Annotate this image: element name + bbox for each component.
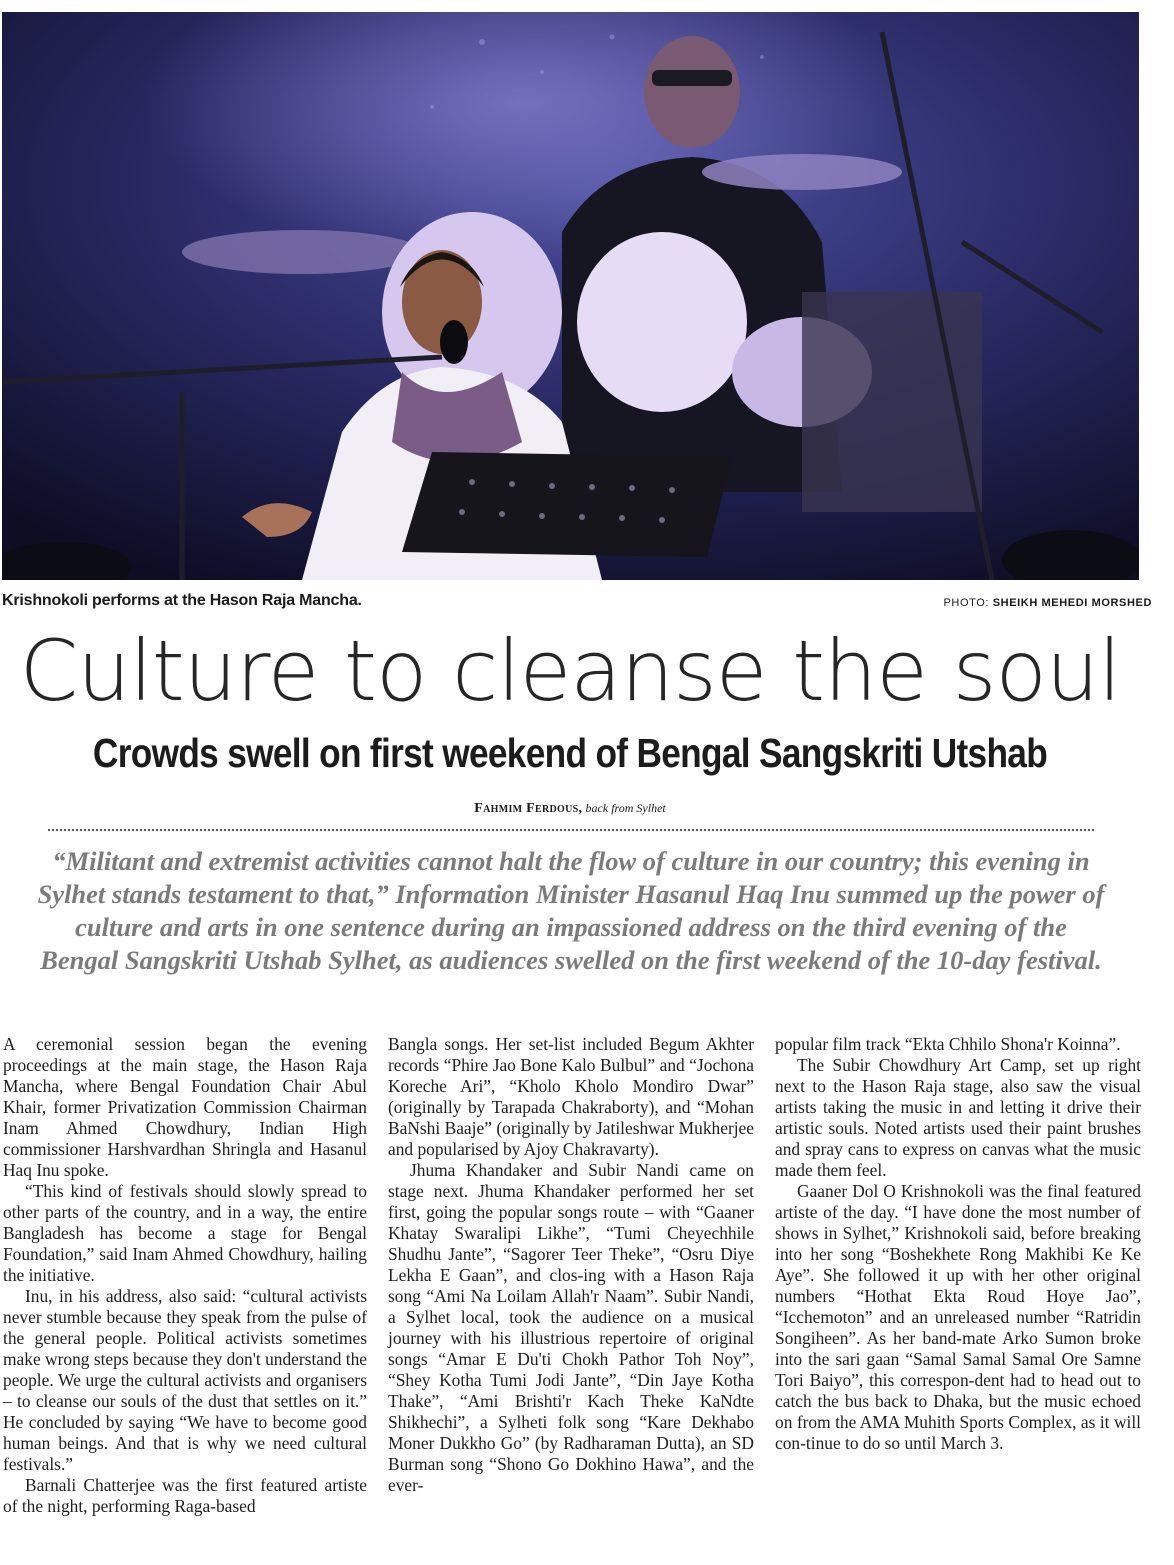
photo-credit-prefix: PHOTO: <box>943 597 990 609</box>
photo-credit <box>943 597 1152 609</box>
concert-photo <box>2 12 1139 580</box>
article-column-2 <box>388 1034 754 1496</box>
author-name: Fahmim Ferdous, <box>474 801 583 816</box>
dotted-divider <box>48 829 1094 831</box>
byline <box>0 800 1140 817</box>
article-column-1 <box>3 1034 367 1517</box>
article-column-3 <box>775 1034 1141 1454</box>
photo-caption: Krishnokoli performs at the Hason Raja Mancha. <box>2 592 362 609</box>
paragraph: Inu, in his address, also said: “cultural activists never stumble because they speak from the pulse of the general people. Political activists sometimes make wrong steps because they don't understand the people. We urge the cultural activists and organisers – to cleanse our souls of the dust that settles on it.” He concluded by saying “We have to become good human beings. And that is why we need cultural festivals.” <box>3 1286 367 1474</box>
photo-credit-name: SHEIKH MEHEDI MORSHED <box>992 597 1152 609</box>
concert-photo-image <box>2 12 1139 580</box>
paragraph: The Subir Chowdhury Art Camp, set up right next to the Hason Raja stage, also saw the visual artists taking the music in and letting it drive their artistic souls. Noted artists used their paint brushes and spray cans to express on canvas what the music made them feel. <box>775 1055 1141 1180</box>
lede-pullquote: “Militant and extremist activities cannot halt the flow of culture in our country; this evening in Sylhet stands testament to that,” Information Minister Hasanul Haq Inu summed up the power of culture and arts in one sentence during an impassioned address on the third evening of the Bengal Sangskriti Utshab Sylhet, as audiences swelled on the first weekend of the 10-day festival. <box>37 846 1105 975</box>
paragraph: popular film track “Ekta Chhilo Shona'r Koinna”. <box>775 1034 1121 1054</box>
paragraph: Jhuma Khandaker and Subir Nandi came on stage next. Jhuma Khandaker performed her set first, going the popular songs route – with “Gaaner Khatay Swaralipi Likhe”, “Tumi Cheyechhile Shudhu Jante”, “Sagorer Teer Theke”, “Osru Diye Lekha E Gaan”, and clos-ing with a Hason Raja song “Ami Na Loilam Allah'r Naam”. Subir Nandi, a Sylhet local, took the audience on a musical journey with his illustrious repertoire of original songs “Amar E Du'ti Chokh Pathor Toh Noy”, “Shey Kotha Tumi Jodi Jante”, “Din Jaye Kotha Thake”, “Ami Brishti'r Kach Theke KaNdte Shikhechi”, a Sylheti folk song “Kare Dekhabo Moner Dukkho Go” (by Radharaman Dutta), an SD Burman song “Shono Go Dokhino Hawa”, and the ever- <box>388 1160 754 1495</box>
paragraph: Barnali Chatterjee was the first featured artiste of the night, performing Raga-based <box>3 1475 367 1516</box>
headline: Culture to cleanse the soul <box>19 622 1121 720</box>
paragraph: “This kind of festivals should slowly spread to other parts of the country, and in a way, the entire Bangladesh has become a stage for Bengal Foundation,” said Inam Ahmed Chowdhury, hailing the initiative. <box>3 1181 367 1285</box>
paragraph: A ceremonial session began the evening proceedings at the main stage, the Hason Raja Mancha, where Bengal Foundation Chair Abul Khair, former Privatization Commission Chairman Inam Ahmed Chowdhury, Indian High commissioner Harshvardhan Shringla and Hasanul Haq Inu spoke. <box>3 1034 367 1180</box>
author-location: back from Sylhet <box>585 801 666 815</box>
subheadline: Crowds swell on first weekend of Bengal Sangskriti Utshab <box>92 730 1048 776</box>
paragraph: Gaaner Dol O Krishnokoli was the final featured artiste of the day. “I have done the most number of shows in Sylhet,” Krishnokoli said, before breaking into her song “Boshekhete Rong Makhibi Ke Ke Aye”. She followed it up with her other original numbers “Hothat Ekta Roud Hoye Jao”, “Icchemoton” and an unreleased number “Ratridin Songiheen”. As her band-mate Arko Sumon broke into the sari gaan “Samal Samal Samal Ore Samne Tori Baiyo”, this correspon-dent had to head out to catch the bus back to Dhaka, but the music echoed on from the AMA Muhith Sports Complex, as it will con-tinue to do so until March 3. <box>775 1181 1141 1453</box>
paragraph: Bangla songs. Her set-list included Begum Akhter records “Phire Jao Bone Kalo Bulbul” and “Jochona Koreche Ari”, “Kholo Kholo Mondiro Dwar” (originally by Tarapada Chakraborty), and “Mohan BaNshi Baaje” (originally by Jatileshwar Mukherjee and popularised by Ajoy Chakravarty). <box>388 1034 754 1159</box>
